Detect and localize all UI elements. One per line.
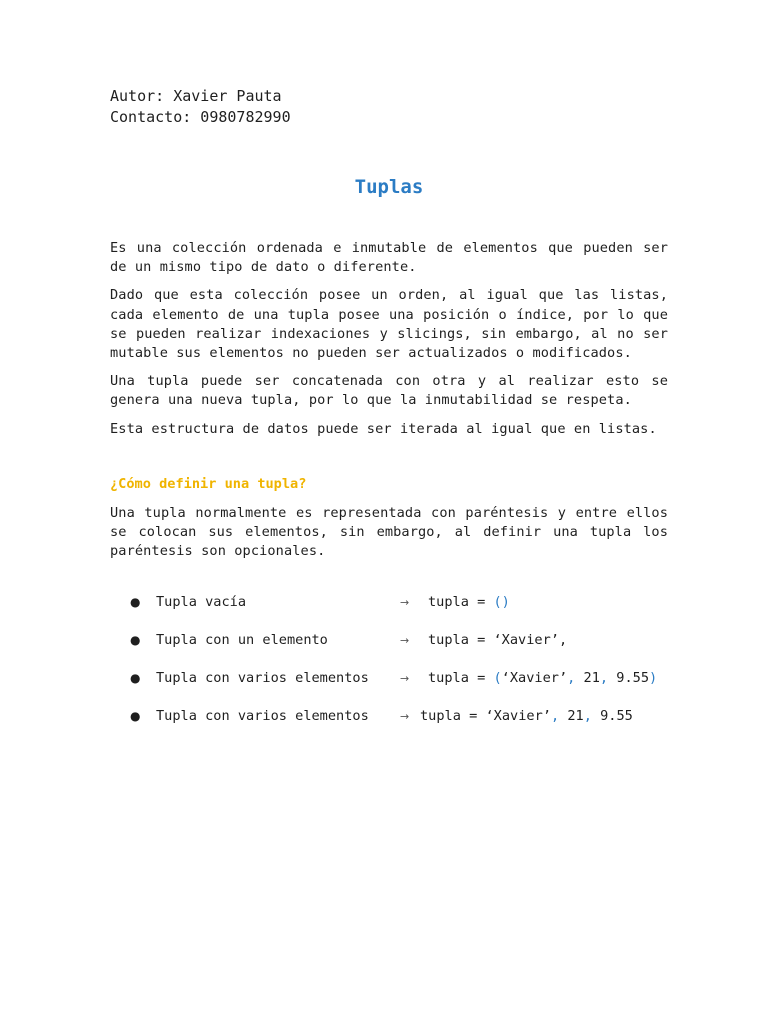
code-item: 9.55 <box>608 670 650 687</box>
close-paren: ) <box>649 670 658 687</box>
code-example <box>428 593 510 612</box>
code-item: 9.55 <box>591 708 633 725</box>
open-paren: ( <box>493 670 502 687</box>
section-heading: ¿Cómo definir una tupla? <box>110 475 307 492</box>
code-separator: , <box>599 670 609 687</box>
document-page <box>110 86 668 745</box>
arrow-icon: → <box>400 672 410 686</box>
code-prefix: tupla = <box>428 594 494 611</box>
code-separator: , <box>567 670 576 687</box>
code-item: 21 <box>575 670 600 687</box>
bullet-icon: ● <box>130 633 141 648</box>
bullet-icon: ● <box>130 709 141 724</box>
list-item <box>110 631 668 669</box>
paragraph-order: Dado que esta colección posee un orden, al igual que las listas, cada elemento de una tupla posee una posición o índice, por lo que se pueden realizar indexaciones y slicings, sin embargo, al no ser mutable sus elementos no pueden ser actualizados o modificados. <box>110 287 668 362</box>
bullet-label: Tupla con varios elementos <box>156 708 369 725</box>
code-prefix: tupla = <box>428 670 494 687</box>
tuple-examples-list <box>110 593 668 745</box>
code-separator: , <box>583 708 592 725</box>
bullet-icon: ● <box>130 595 141 610</box>
code-example <box>428 631 567 650</box>
code-example <box>428 669 657 688</box>
author-line: Autor: Xavier Pauta <box>110 87 282 105</box>
paragraph-iteration: Esta estructura de datos puede ser iterada al igual que en listas. <box>110 420 657 437</box>
contact-line: Contacto: 0980782990 <box>110 108 291 126</box>
code-item: ‘Xavier’ <box>485 708 551 725</box>
code-item: 21 <box>559 708 584 725</box>
code-item: ‘Xavier’ <box>501 670 568 687</box>
list-item <box>110 669 668 707</box>
arrow-icon: → <box>400 634 410 648</box>
bullet-label: Tupla con varios elementos <box>156 670 369 687</box>
open-paren: ( <box>493 594 502 611</box>
paragraph-concatenation: Una tupla puede ser concatenada con otra y al realizar esto se genera una nueva tupla, por lo que la inmutabilidad se respeta. <box>110 373 668 409</box>
list-item <box>110 707 668 745</box>
page-title: Tuplas <box>354 176 424 198</box>
code-separator: , <box>550 708 560 725</box>
bullet-label: Tupla vacía <box>156 594 247 611</box>
arrow-icon: → <box>400 596 410 610</box>
code-value: ‘Xavier’, <box>493 632 568 649</box>
list-item <box>110 593 668 631</box>
bullet-label: Tupla con un elemento <box>156 632 328 649</box>
close-paren: ) <box>501 594 510 611</box>
paragraph-definition: Es una colección ordenada e inmutable de elementos que pueden ser de un mismo tipo de dato o diferente. <box>110 240 668 276</box>
bullet-icon: ● <box>130 671 141 686</box>
code-prefix: tupla = <box>428 632 494 649</box>
code-example <box>420 707 633 726</box>
code-prefix: tupla = <box>420 708 486 725</box>
arrow-icon: → <box>400 710 410 724</box>
section-intro: Una tupla normalmente es representada con paréntesis y entre ellos se colocan sus elementos, sin embargo, al definir una tupla los paréntesis son opcionales. <box>110 504 668 560</box>
